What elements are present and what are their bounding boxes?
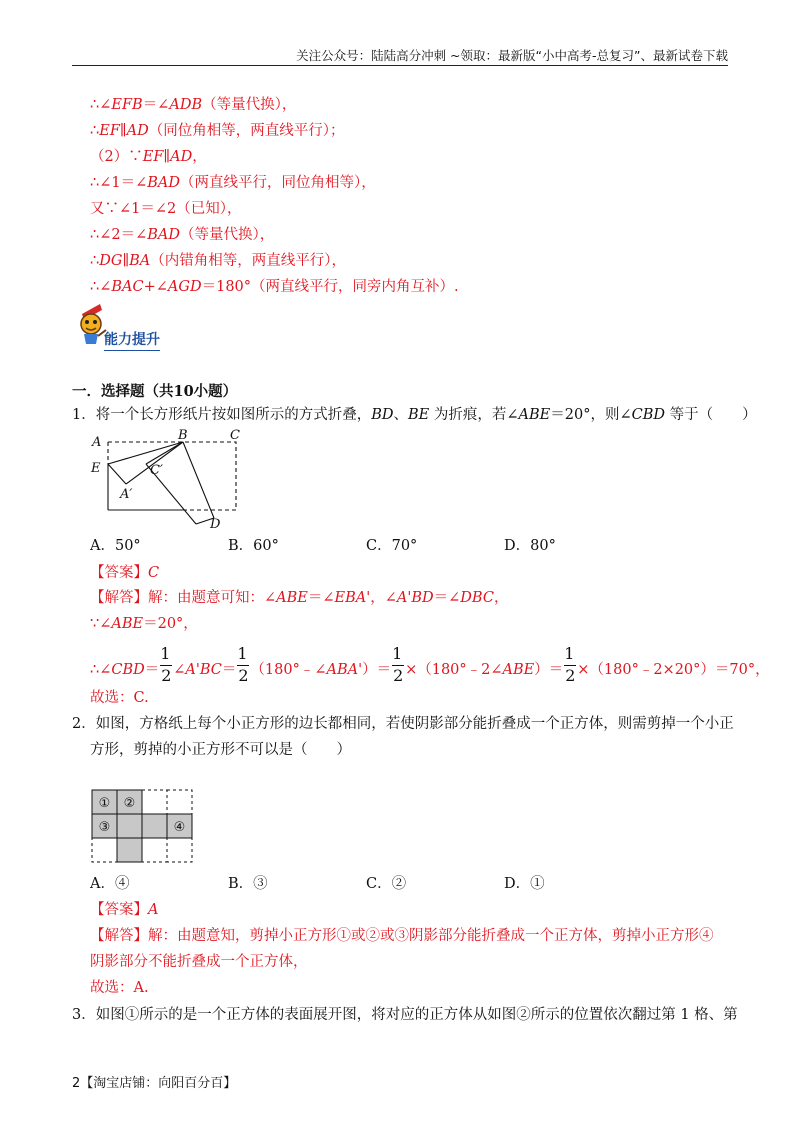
solution-line-3: （2）∵EF∥AD， — [90, 149, 207, 165]
q2-solution-line-1: 【解答】解：由题意知，剪掉小正方形①或②或③阴影部分能折叠成一个正方体，剪掉小正方形④ — [90, 928, 714, 944]
mascot-icon — [74, 300, 108, 346]
solution-line-8: ∴∠BAC+∠AGD＝180°（两直线平行，同旁内角互补）. — [90, 279, 459, 295]
fig1-label-A: A — [92, 435, 102, 450]
question-2-stem-line-1: 2．如图，方格纸上每个小正方形的边长都相同，若使阴影部分能折叠成一个正方体，则需剪掉一个小正 — [72, 716, 734, 732]
q2-option-b[interactable]: B．③ — [228, 876, 268, 892]
grid-cell-1-label: ① — [98, 796, 111, 811]
q1-option-a[interactable]: A．50° — [90, 538, 141, 554]
q1-solution-line-4: 故选：C. — [90, 690, 149, 706]
q2-answer: 【答案】A — [90, 902, 159, 918]
q1-solution-line-1: 【解答】解：由题意可知：∠ABE＝∠EBA'，∠A'BD＝∠DBC， — [90, 590, 509, 606]
grid-cell-4-label: ④ — [173, 820, 186, 835]
fig1-label-B: B — [178, 428, 188, 443]
q1-option-c[interactable]: C．70° — [366, 538, 418, 554]
solution-line-7: ∴DG∥BA（内错角相等，两直线平行）， — [90, 253, 347, 269]
q1-option-d[interactable]: D．80° — [504, 538, 556, 554]
grid-cell-3-label: ③ — [98, 820, 111, 835]
grid-cell-2-label: ② — [123, 796, 136, 811]
solution-line-1: ∴∠EFB＝∠ADB（等量代换）， — [90, 97, 297, 113]
fraction-half-4: $\frac{1}{2}$ — [564, 644, 576, 685]
page-footer: 2【淘宝店铺：向阳百分百】 — [72, 1076, 237, 1091]
page-header: 关注公众号：陆陆高分冲刺 ~领取：最新版“小中高考-总复习”、最新试卷下载 — [296, 48, 728, 63]
question-2-grid-figure — [88, 786, 198, 866]
section-badge: 能力提升 — [104, 329, 160, 351]
question-1-figure — [86, 428, 256, 530]
header-divider — [72, 65, 728, 66]
question-1-stem: 1．将一个长方形纸片按如图所示的方式折叠，BD、BE 为折痕，若∠ABE＝20°，则∠CBD 等于（ ） — [72, 407, 757, 423]
question-2-stem-line-2: 方形，剪掉的小正方形不可以是（ ） — [90, 742, 351, 758]
section-title: 一．选择题（共10小题） — [72, 383, 238, 400]
fig1-label-E: E — [91, 461, 101, 476]
q1-option-b[interactable]: B．60° — [228, 538, 279, 554]
fig1-label-D: D — [210, 517, 221, 530]
q2-solution-line-2: 阴影部分不能折叠成一个正方体， — [90, 954, 308, 970]
q1-solution-line-3: ∴∠CBD＝ $\frac{1}{2}$ ∠A'BC＝ $\frac{1}{2}$ （180°﹣∠ABA'）＝ $\frac{1}{2}$ ×（180°﹣2∠ABE）＝ $\frac{1}{2}$ ×（180°﹣2×20°）＝70°， — [90, 644, 770, 685]
solution-line-2: ∴EF∥AD（同位角相等，两直线平行）； — [90, 123, 345, 139]
solution-line-6: ∴∠2＝∠BAD（等量代换）， — [90, 227, 275, 243]
q1-solution-line-2: ∵∠ABE＝20°， — [90, 616, 198, 632]
solution-line-5: 又∵∠1＝∠2（已知）， — [90, 201, 242, 217]
q2-solution-line-3: 故选：A. — [90, 980, 149, 996]
q2-option-d[interactable]: D．① — [504, 876, 545, 892]
q2-option-c[interactable]: C．② — [366, 876, 407, 892]
solution-line-4: ∴∠1＝∠BAD（两直线平行，同位角相等）， — [90, 175, 376, 191]
fraction-half-1: $\frac{1}{2}$ — [160, 644, 172, 685]
q2-option-a[interactable]: A．④ — [90, 876, 130, 892]
fraction-half-2: $\frac{1}{2}$ — [237, 644, 249, 685]
fraction-half-3: $\frac{1}{2}$ — [392, 644, 404, 685]
question-3-stem-line-1: 3．如图①所示的是一个正方体的表面展开图，将对应的正方体从如图②所示的位置依次翻过第 1 格、第 — [72, 1007, 738, 1023]
fig1-label-A-prime: A′ — [120, 487, 133, 502]
fig1-label-C: C — [230, 428, 240, 443]
fig1-label-C-prime: C′ — [150, 463, 163, 478]
q1-answer: 【答案】C — [90, 565, 160, 581]
